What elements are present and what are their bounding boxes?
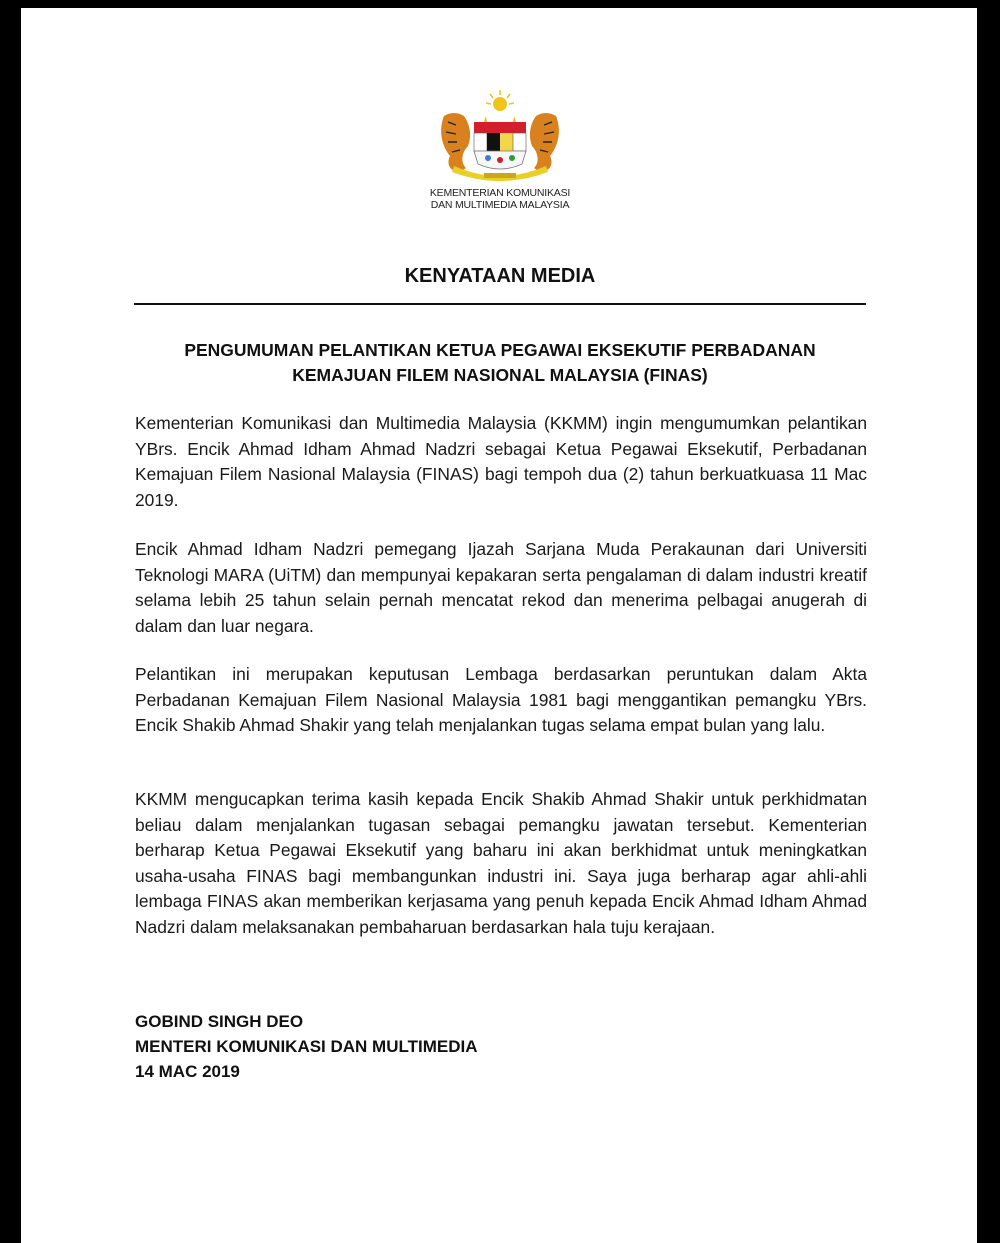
signature-block — [135, 1009, 478, 1084]
body-paragraph-4: KKMM mengucapkan terima kasih kepada Encik Shakib Ahmad Shakir untuk perkhidmatan beliau dalam menjalankan tugasan sebagai pemangku jawatan tersebut. Kementerian berharap Ketua Pegawai Eksekutif yang baharu ini akan berkhidmat untuk meningkatkan usaha-usaha FINAS bagi membangunkan industri ini. Saya juga berharap agar ahli-ahli lembaga FINAS akan memberikan kerjasama yang penuh kepada Encik Ahmad Idham Ahmad Nadzri dalam melaksanakan pembaharuan berdasarkan hala tuju kerajaan. — [135, 789, 867, 937]
headline-line1: PENGUMUMAN PELANTIKAN KETUA PEGAWAI EKSEKUTIF PERBADANAN — [184, 340, 816, 360]
title-divider — [134, 303, 866, 305]
ministry-name — [380, 187, 620, 211]
coat-of-arms-icon — [436, 86, 564, 184]
ministry-name-line1: KEMENTERIAN KOMUNIKASI — [429, 187, 571, 199]
statement-date: 14 MAC 2019 — [135, 1062, 240, 1081]
signatory-name: GOBIND SINGH DEO — [135, 1012, 304, 1031]
headline-line2: KEMAJUAN FILEM NASIONAL MALAYSIA (FINAS) — [292, 365, 708, 385]
signatory-position: MENTERI KOMUNIKASI DAN MULTIMEDIA — [135, 1037, 478, 1056]
body-paragraph-2: Encik Ahmad Idham Nadzri pemegang Ijazah Sarjana Muda Perakaunan dari Universiti Teknologi MARA (UiTM) dan mempunyai kepakaran serta pengalaman di dalam industri kreatif selama lebih 25 tahun selain pernah mencatat rekod dan menerima pelbagai anugerah di dalam dan luar negara. — [135, 539, 867, 636]
ministry-name-line2: DAN MULTIMEDIA MALAYSIA — [430, 199, 570, 211]
document-title: KENYATAAN MEDIA — [404, 265, 596, 287]
announcement-headline — [134, 338, 866, 388]
body-paragraph-3: Pelantikan ini merupakan keputusan Lembaga berdasarkan peruntukan dalam Akta Perbadanan Kemajuan Filem Nasional Malaysia 1981 bagi menggantikan pemangku YBrs. Encik Shakib Ahmad Shakir yang telah menjalankan tugas selama empat bulan yang lalu. — [135, 664, 867, 736]
body-paragraph-1: Kementerian Komunikasi dan Multimedia Malaysia (KKMM) ingin mengumumkan pelantikan YBrs. Encik Ahmad Idham Ahmad Nadzri sebagai Ketua Pegawai Eksekutif, Perbadanan Kemajuan Filem Nasional Malaysia (FINAS) bagi tempoh dua (2) tahun berkuatkuasa 11 Mac 2019. — [135, 413, 867, 510]
